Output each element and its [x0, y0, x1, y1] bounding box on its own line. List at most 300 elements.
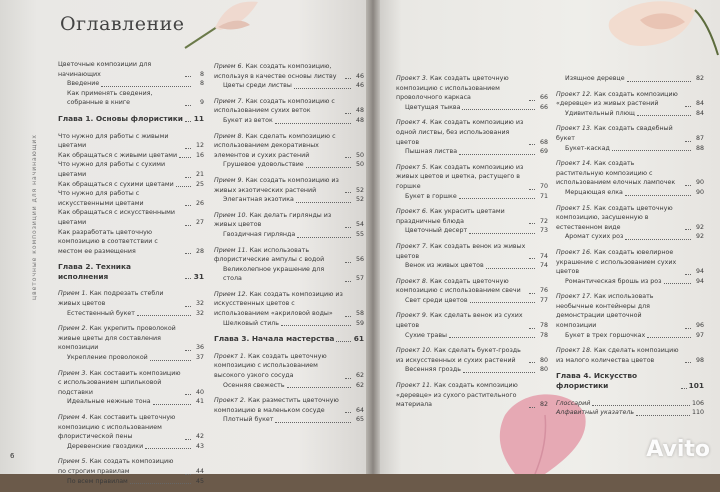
dot-leader	[345, 113, 351, 114]
toc-entry[interactable]	[214, 265, 364, 284]
toc-entry[interactable]	[396, 74, 548, 103]
toc-page-number: 40	[195, 388, 204, 396]
toc-entry-text: Как сделать букет-гроздь из искусственных и сухих растений	[396, 347, 521, 364]
toc-group	[58, 413, 204, 451]
toc-entry-text: Как создать композицию, используя в качестве основы листву	[214, 63, 337, 80]
toc-entry-title	[405, 226, 467, 236]
toc-entry[interactable]	[396, 346, 548, 365]
toc-entry[interactable]	[396, 311, 548, 330]
toc-entry-title	[58, 289, 183, 308]
toc-page-number: 97	[695, 331, 704, 339]
toc-entry-title	[223, 195, 294, 205]
toc-page-number: 78	[539, 331, 548, 339]
toc-entry-title	[58, 189, 183, 208]
toc-page-number: 48	[355, 116, 364, 124]
toc-entry-text: Как укрепить проволокой живые цветы для составления композиции	[58, 325, 176, 352]
toc-entry-title	[214, 352, 343, 381]
toc-entry[interactable]	[556, 248, 704, 277]
toc-entry-title	[396, 74, 527, 103]
toc-entry-text: Цветы среди листвы	[223, 82, 292, 90]
toc-entry-text: Букет-каскад	[565, 144, 610, 152]
toc-entry-prefix: Проект 14.	[556, 160, 592, 168]
toc-entry-title	[214, 176, 343, 195]
toc-group	[214, 396, 364, 425]
toc-entry-text: Как создать венок из живых цветов	[396, 242, 526, 260]
toc-entry[interactable]	[58, 309, 204, 319]
toc-group	[58, 369, 204, 407]
toc-entry-text: Как создать цветочную композицию с использованием высокого узкого сосуда	[214, 352, 327, 380]
dot-leader	[185, 76, 191, 77]
dot-leader	[275, 123, 351, 124]
dot-leader	[185, 205, 191, 206]
toc-page-number: 52	[355, 186, 364, 194]
toc-page-number: 90	[695, 179, 704, 187]
toc-entry[interactable]	[58, 189, 204, 208]
toc-page-number: 28	[195, 247, 204, 255]
toc-entry-text: Букет в горшке	[405, 192, 457, 200]
toc-entry[interactable]	[556, 109, 704, 119]
toc-entry[interactable]	[556, 124, 704, 143]
toc-chapter	[556, 371, 704, 390]
toc-entry[interactable]	[214, 334, 364, 344]
toc-entry[interactable]	[58, 208, 204, 227]
toc-group	[58, 324, 204, 362]
dot-leader	[145, 448, 191, 449]
toc-group	[556, 204, 704, 242]
toc-entry-text: По всем правилам	[67, 477, 128, 485]
toc-page-number: 56	[355, 256, 364, 264]
toc-entry-title	[396, 277, 527, 296]
toc-entry-text: Пышная листва	[405, 148, 458, 156]
toc-entry[interactable]	[58, 324, 204, 353]
dot-leader	[185, 278, 191, 279]
toc-entry-title	[556, 346, 683, 365]
toc-entry-text: Цветочные композиции для начинающих	[58, 61, 152, 78]
toc-page-number: 94	[695, 268, 704, 276]
toc-page-number: 12	[195, 142, 204, 150]
toc-entry-title	[223, 230, 295, 240]
toc-page-number: 50	[355, 151, 364, 159]
toc-group	[58, 60, 204, 108]
toc-entry-title	[396, 311, 527, 330]
toc-entry-title	[223, 265, 343, 284]
dot-leader	[275, 422, 351, 423]
toc-entry[interactable]	[214, 319, 364, 329]
toc-entry-text: Как создать композицию «деревце» из живых растений	[556, 90, 678, 108]
toc-entry-title	[405, 103, 460, 113]
toc-entry[interactable]	[396, 365, 548, 375]
toc-entry-text: Как разработать цветочную композицию в соответствии с местом ее размещения	[58, 228, 158, 255]
toc-entry-text: Шелковый стиль	[223, 319, 280, 327]
toc-page-number: 26	[195, 199, 204, 207]
toc-entry[interactable]	[214, 352, 364, 381]
toc-column-4	[556, 74, 704, 424]
toc-page-number: 92	[695, 223, 704, 231]
toc-entry-text: Как создать ювелирное украшение с использованием сухих цветов	[556, 248, 677, 276]
dot-leader	[459, 154, 535, 155]
dot-leader	[462, 109, 535, 110]
toc-group	[556, 346, 704, 365]
toc-entry-title	[214, 132, 343, 161]
dot-leader	[529, 100, 535, 101]
book-gutter	[366, 0, 380, 474]
toc-entry-title	[67, 309, 135, 319]
dot-leader	[685, 362, 691, 363]
toc-entry[interactable]	[214, 62, 364, 81]
toc-group	[396, 74, 548, 112]
dot-leader	[179, 157, 191, 158]
toc-entry-title	[565, 144, 610, 154]
toc-entry-text: Как сделать композицию с использованием декоративных элементов и сухих растений	[214, 132, 336, 159]
toc-entry[interactable]	[58, 369, 204, 398]
toc-entry[interactable]	[396, 242, 548, 261]
toc-entry[interactable]	[58, 289, 204, 308]
toc-entry-text: Как обращаться с живыми цветами	[58, 151, 178, 159]
toc-group	[214, 211, 364, 240]
toc-entry[interactable]	[214, 132, 364, 161]
toc-entry[interactable]	[58, 477, 204, 487]
toc-page-number: 96	[695, 322, 704, 330]
toc-entry-text: Весенняя гроздь	[405, 366, 461, 374]
toc-page-number: 55	[355, 230, 364, 238]
toc-page-number: 90	[695, 188, 704, 196]
toc-page-number: 59	[355, 319, 364, 327]
toc-page-number: 70	[539, 182, 548, 190]
toc-entry-prefix: Проект 1.	[214, 352, 246, 360]
toc-entry[interactable]	[214, 230, 364, 240]
toc-entry-title	[405, 331, 447, 341]
toc-entry-prefix: Проект 4.	[396, 119, 428, 127]
toc-page-number: 78	[539, 322, 548, 330]
toc-page-number: 62	[355, 381, 364, 389]
toc-entry-title	[223, 116, 273, 126]
toc-entry-prefix: Прием 9.	[214, 176, 244, 184]
toc-entry[interactable]	[556, 90, 704, 109]
toc-entry[interactable]	[214, 97, 364, 116]
toc-entry-title	[556, 248, 683, 277]
toc-entry-title	[223, 381, 285, 391]
toc-entry[interactable]	[214, 176, 364, 195]
toc-entry-text: Сухие травы	[405, 331, 448, 339]
toc-entry-prefix: Глоссарий	[556, 399, 591, 407]
dot-leader	[137, 315, 191, 316]
toc-page-number: 80	[539, 366, 548, 374]
toc-entry-text: Романтическая брошь из роз	[565, 277, 662, 285]
toc-page-number: 94	[695, 277, 704, 285]
toc-entry-prefix: Проект 8.	[396, 277, 428, 285]
toc-entry[interactable]	[214, 81, 364, 91]
toc-entry[interactable]	[58, 160, 204, 179]
toc-entry[interactable]	[214, 396, 364, 415]
toc-entry[interactable]	[214, 195, 364, 205]
toc-entry[interactable]	[214, 415, 364, 425]
toc-entry-text: Что нужно для работы с живыми цветами	[58, 132, 169, 150]
dot-leader	[449, 337, 535, 338]
dot-leader	[185, 121, 191, 122]
toc-group	[556, 74, 704, 84]
toc-entry-text: Цветущая тыква	[405, 103, 461, 111]
toc-entry[interactable]	[556, 371, 704, 390]
toc-entry[interactable]	[214, 116, 364, 126]
toc-entry-prefix: Прием 6.	[214, 63, 244, 70]
toc-page-number: 80	[539, 356, 548, 364]
toc-entry-text: Как создать растительную композицию с использованием елочных лампочек	[556, 160, 676, 187]
toc-entry[interactable]	[396, 381, 548, 410]
toc-page-number: 76	[539, 287, 548, 295]
toc-entry[interactable]	[58, 79, 204, 89]
toc-entry[interactable]	[556, 204, 704, 233]
toc-group	[556, 90, 704, 119]
toc-entry-text: Как составить цветочную композицию с использованием флористической пены	[58, 414, 176, 441]
toc-entry[interactable]	[58, 114, 204, 124]
toc-entry-title	[67, 89, 183, 108]
toc-group	[58, 457, 204, 486]
toc-entry-title	[58, 413, 183, 442]
toc-entry[interactable]	[556, 188, 704, 198]
toc-page-number: 65	[355, 416, 364, 424]
toc-entry-title	[556, 159, 683, 188]
toc-entry[interactable]	[214, 290, 364, 319]
toc-entry-prefix: Проект 7.	[396, 242, 428, 250]
page-title: Оглавление	[60, 13, 185, 35]
toc-entry[interactable]	[396, 296, 548, 306]
toc-entry-title	[223, 81, 292, 91]
toc-entry[interactable]	[396, 261, 548, 271]
toc-entry-prefix: Проект 3.	[396, 75, 428, 82]
toc-group	[396, 311, 548, 340]
toc-entry[interactable]	[556, 346, 704, 365]
toc-entry[interactable]	[214, 381, 364, 391]
toc-entry-text: Как создать цветочную композицию, засушенную в естественном виде	[556, 204, 673, 231]
toc-entry-text: Аромат сухих роз	[565, 233, 624, 241]
toc-page-number: 88	[695, 144, 704, 152]
toc-entry-text: Как создать композицию по строгим правилам	[58, 458, 174, 475]
toc-entry[interactable]	[556, 408, 704, 418]
toc-entry-text: Как создать композицию из искусственных цветов с использованием «акриловой воды»	[214, 290, 343, 318]
toc-entry-prefix: Проект 17.	[556, 293, 592, 301]
toc-group	[556, 399, 704, 418]
toc-entry[interactable]	[58, 353, 204, 363]
toc-page-number: 58	[355, 310, 364, 318]
toc-page-number: 74	[539, 252, 548, 260]
toc-entry-text: Как сделать композицию из малого количества цветов	[556, 347, 679, 364]
dot-leader	[529, 258, 535, 259]
toc-entry[interactable]	[58, 60, 204, 79]
toc-entry[interactable]	[556, 232, 704, 242]
dot-leader	[685, 229, 691, 230]
toc-entry[interactable]	[58, 151, 204, 161]
toc-page-number: 41	[195, 398, 204, 406]
toc-entry[interactable]	[556, 292, 704, 330]
toc-entry[interactable]	[396, 147, 548, 157]
dot-leader	[176, 186, 191, 187]
toc-group	[214, 246, 364, 284]
toc-entry[interactable]	[58, 228, 204, 257]
toc-entry[interactable]	[556, 144, 704, 154]
dot-leader	[294, 88, 351, 89]
toc-entry-text: Букет из веток	[223, 116, 273, 124]
toc-chapter	[214, 334, 364, 344]
toc-entry-prefix: Прием 3.	[58, 369, 88, 377]
toc-entry-title	[565, 74, 625, 84]
toc-entry[interactable]	[58, 132, 204, 151]
toc-page-number: 44	[195, 467, 204, 475]
toc-entry-title	[223, 160, 304, 170]
toc-entry[interactable]	[58, 262, 204, 281]
toc-entry-prefix: Проект 9.	[396, 312, 428, 320]
toc-entry-prefix: Прием 5.	[58, 458, 88, 466]
toc-page-number: 27	[195, 218, 204, 226]
toc-entry[interactable]	[396, 192, 548, 202]
spine-running-title: цветочные композиции для начинающих	[31, 134, 38, 300]
toc-entry-text: Как создать композицию из живых цветов и цветка, растущего в горшке	[396, 163, 524, 190]
toc-group	[396, 207, 548, 236]
toc-page-number: 68	[539, 138, 548, 146]
toc-entry-title	[58, 160, 183, 179]
toc-page-number: 37	[195, 354, 204, 362]
toc-entry-title	[556, 204, 683, 233]
dot-leader	[185, 225, 191, 226]
toc-entry-prefix: Прием 12.	[214, 290, 248, 298]
toc-entry-title	[405, 192, 457, 202]
toc-page-number: 71	[539, 192, 548, 200]
toc-entry-text: Как сделать венок из сухих цветов	[396, 312, 523, 330]
toc-entry-text: Осенняя свежесть	[223, 381, 285, 389]
toc-page-number: 32	[195, 309, 204, 317]
toc-entry[interactable]	[396, 277, 548, 296]
dot-leader	[685, 328, 691, 329]
toc-entry-title	[396, 381, 527, 410]
toc-page-number: 64	[355, 406, 364, 414]
toc-entry-title	[556, 408, 634, 418]
toc-entry-title	[565, 277, 662, 287]
toc-entry-text: Как использовать флористические ампулы с водой	[214, 246, 325, 264]
toc-entry-title	[405, 296, 468, 306]
toc-group	[396, 277, 548, 306]
toc-page-number: 52	[355, 196, 364, 204]
toc-entry-text: Гвоздичная гирлянда	[223, 230, 296, 238]
toc-column-1	[58, 60, 204, 492]
dot-leader	[153, 404, 191, 405]
toc-entry-text: Как создать композицию из одной листвы, без использования цветов	[396, 119, 524, 146]
toc-entry-text: Введение	[67, 80, 100, 88]
toc-entry-title	[58, 180, 174, 190]
toc-entry[interactable]	[556, 277, 704, 287]
dot-leader	[345, 412, 351, 413]
toc-page-number: 84	[695, 100, 704, 108]
toc-page-number: 57	[355, 275, 364, 283]
dot-leader	[345, 316, 351, 317]
dot-leader	[185, 306, 191, 307]
toc-entry-prefix: Прием 2.	[58, 325, 88, 333]
toc-group	[396, 346, 548, 375]
toc-entry-title	[67, 442, 143, 452]
toc-entry-text: Как делать гирлянды из живых цветов	[214, 211, 332, 229]
toc-entry-prefix: Прием 4.	[58, 414, 88, 421]
dot-leader	[306, 167, 351, 168]
toc-entry[interactable]	[214, 211, 364, 230]
page-number: 6	[10, 452, 15, 460]
toc-column-2	[214, 62, 364, 431]
dot-leader	[592, 405, 690, 406]
dot-leader	[185, 177, 191, 178]
toc-entry-title	[214, 290, 343, 319]
toc-page-number: 50	[355, 161, 364, 169]
toc-entry-prefix: Проект 11.	[396, 382, 432, 390]
toc-entry[interactable]	[556, 159, 704, 188]
dot-leader	[185, 439, 191, 440]
toc-entry[interactable]	[396, 331, 548, 341]
toc-entry-text: Плотный букет	[223, 416, 274, 424]
dot-leader	[345, 378, 351, 379]
toc-entry[interactable]	[396, 207, 548, 226]
dot-leader	[637, 115, 691, 116]
toc-page-number: 66	[539, 94, 548, 102]
toc-group	[396, 381, 548, 410]
toc-page-number: 69	[539, 148, 548, 156]
toc-page-number: 74	[539, 262, 548, 270]
toc-entry[interactable]	[556, 331, 704, 341]
toc-entry[interactable]	[396, 103, 548, 113]
toc-entry-text: Как создать свадебный букет	[556, 125, 673, 142]
toc-entry[interactable]	[214, 160, 364, 170]
dot-leader	[470, 302, 535, 303]
dot-leader	[345, 192, 351, 193]
toc-page-number: 32	[195, 300, 204, 308]
toc-page-number: 8	[199, 80, 204, 88]
toc-entry-text: Идеальные нежные тона	[67, 398, 151, 406]
toc-entry-title	[214, 97, 343, 116]
toc-entry[interactable]	[58, 180, 204, 190]
toc-entry[interactable]	[556, 399, 704, 409]
toc-entry-title	[396, 207, 527, 226]
toc-entry[interactable]	[556, 74, 704, 84]
toc-entry-text: Глава 2. Техника исполнения	[58, 262, 131, 281]
toc-entry-title	[214, 211, 343, 230]
dot-leader	[185, 253, 191, 254]
toc-entry[interactable]	[58, 89, 204, 108]
toc-entry[interactable]	[58, 413, 204, 442]
toc-entry-title	[214, 62, 343, 81]
toc-entry-title	[58, 132, 183, 151]
toc-entry[interactable]	[396, 163, 548, 192]
dot-leader	[345, 157, 351, 158]
toc-group	[214, 352, 364, 390]
toc-group	[58, 132, 204, 257]
toc-entry[interactable]	[396, 226, 548, 236]
dot-leader	[185, 105, 191, 106]
toc-entry-prefix: Проект 16.	[556, 248, 592, 256]
toc-entry[interactable]	[396, 118, 548, 147]
toc-entry[interactable]	[58, 442, 204, 452]
toc-entry-title	[405, 261, 484, 271]
toc-entry-text: Удивительный плющ	[565, 109, 635, 117]
toc-entry[interactable]	[214, 246, 364, 265]
dot-leader	[185, 350, 191, 351]
dot-leader	[345, 281, 351, 282]
toc-entry-text: Укрепление проволокой	[67, 354, 148, 362]
toc-page-number: 73	[539, 227, 548, 235]
toc-entry-text: Цветочный десерт	[405, 227, 468, 235]
toc-page-number: 66	[539, 103, 548, 111]
toc-entry-text: Деревенские гвоздики	[67, 442, 144, 450]
toc-entry-text: Как использовать необычные контейнеры для демонстрации цветочной композиции	[556, 293, 654, 330]
toc-page-number: 77	[539, 296, 548, 304]
dot-leader	[685, 185, 691, 186]
toc-entry[interactable]	[58, 397, 204, 407]
toc-page-number: 16	[195, 151, 204, 159]
toc-entry-title	[223, 319, 279, 329]
